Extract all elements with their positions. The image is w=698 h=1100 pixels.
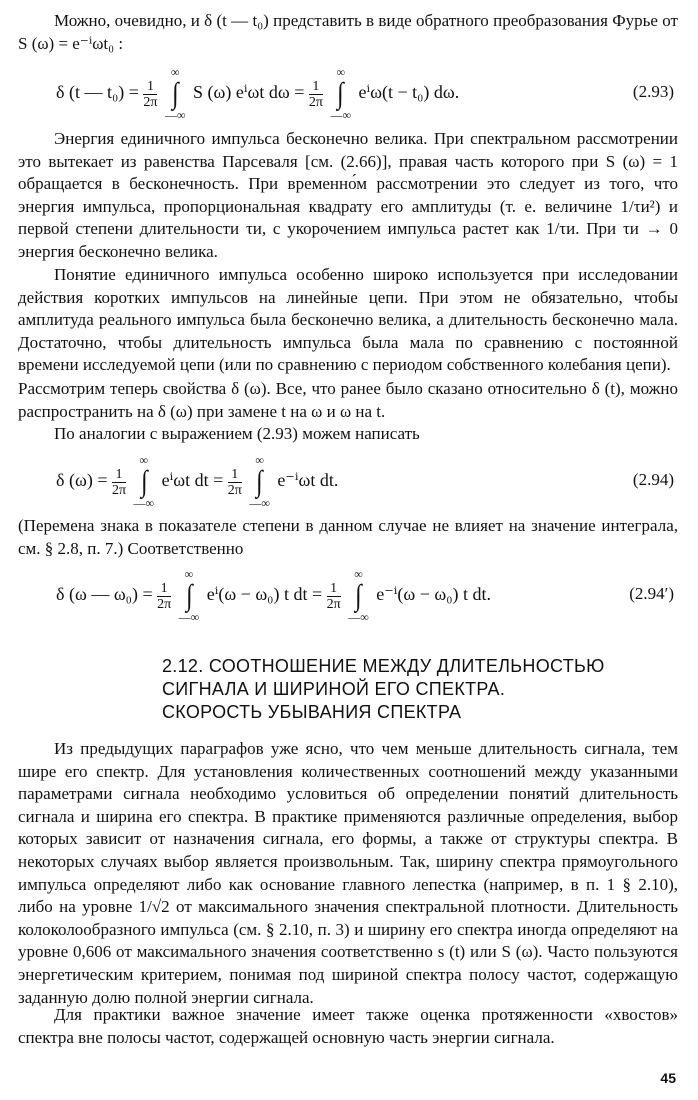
equation-number: (2.93) [632, 82, 674, 101]
paragraph-delta-omega: Рассмотрим теперь свойства δ (ω). Все, что ранее было сказано относительно δ (t), можно распространить на δ (ω) при замене t на ω и ω на t. [18, 379, 678, 421]
integral-sign: ∞ ∫ —∞ [348, 567, 369, 624]
eq-lhs: δ (t — t₀) = [56, 82, 139, 103]
fraction: $\frac{1}{2\pi}$ [308, 78, 323, 110]
integral-sign: ∞ ∫ —∞ [133, 453, 155, 510]
integral-sign: ∞ ∫ —∞ [249, 453, 270, 510]
fraction: $\frac{1}{2\pi}$ [157, 580, 172, 612]
eq-integrand: eⁱ(ω − ω₀) t dt = [206, 584, 323, 605]
integral-sign: ∞ ∫ —∞ [164, 65, 186, 122]
fraction: $\frac{1}{2\pi}$ [143, 78, 158, 110]
eq-lhs: δ (ω) = [56, 470, 108, 491]
eq-lhs: δ (ω — ω₀) = [56, 584, 153, 605]
paragraph-duration-width: Из предыдущих параграфов уже ясно, что чем меньше длительность сигнала, тем шире его спектр. Для установления количественных соотношений между указанными параметрами сигнала необходимо условиться об определении понятий длительность сигнала и ширина его спектра. В практике применяются различные определения, выбор которых зависит от назначения сигнала, его формы, а также от структуры спектра. В некоторых случаях выбор является произвольным. Так, ширину спектра прямоугольного импульса определяют либо как основание главного лепестка (например, в п. 1 § 2.10), либо на уровне 1/√2 от максимального значения спектральной плотности. Длительность колоколообразного импульса (см. § 2.10, п. 3) и ширину его спектра иногда определяют на уровне 0,606 от максимального значения соответственно s (t) или S (ω). Часто пользуются энергетическим критерием, понимая под шириной спектра полосу частот, содержащую заданную долю полной энергии сигнала. [18, 739, 678, 1007]
section-heading-line: СИГНАЛА И ШИРИНОЙ ЕГО СПЕКТРА. [162, 679, 506, 699]
page-number: 45 [660, 1070, 676, 1086]
paragraph-unit-impulse: Понятие единичного импульса особенно широко используется при исследовании действия коротких импульсов на линейные цепи. При этом не обязательно, чтобы амплитуда реального импульса была бесконечно велика, а длительность бесконечно мала. Достаточно, чтобы длительность импульса была мала по сравнению с постоянной времени исследуемой цепи (или по сравнению с периодом собственного колебания цепи). [18, 265, 678, 375]
section-heading-line: 2.12. СООТНОШЕНИЕ МЕЖДУ ДЛИТЕЛЬНОСТЬЮ [162, 656, 605, 676]
section-heading-line: СКОРОСТЬ УБЫВАНИЯ СПЕКТРА [162, 702, 462, 722]
integral-sign: ∞ ∫ —∞ [178, 567, 200, 624]
paragraph-intro: Можно, очевидно, и δ (t — t₀) представить в виде обратного преобразования Фурье от S (ω) = e⁻ⁱωt₀ : [18, 11, 678, 53]
section-heading [162, 655, 682, 724]
fraction: $\frac{1}{2\pi}$ [111, 466, 127, 498]
equation-2-94-prime [18, 562, 678, 624]
fraction: $\frac{1}{2\pi}$ [227, 466, 242, 498]
equation-2-93 [18, 60, 678, 122]
eq-integrand: e⁻ⁱ(ω − ω₀) t dt. [376, 584, 491, 605]
paragraph-sign-change: (Перемена знака в показателе степени в данном случае не влияет на значение интеграла, см. § 2.8, п. 7.) Соответственно [18, 516, 678, 558]
eq-integrand: e⁻ⁱωt dt. [277, 470, 339, 491]
integral-sign: ∞ ∫ —∞ [330, 65, 351, 122]
eq-integrand: eⁱω(t − t₀) dω. [358, 82, 460, 103]
eq-integrand: eⁱωt dt = [161, 470, 224, 491]
paragraph-analogy: По аналогии с выражением (2.93) можем написать [54, 424, 420, 443]
equation-number: (2.94′) [629, 584, 674, 603]
eq-integrand: S (ω) eⁱωt dω = [193, 82, 305, 103]
paragraph-tails: Для практики важное значение имеет также оценка протяженности «хвостов» спектра вне полосы частот, содержащей основную часть энергии сигнала. [18, 1005, 678, 1047]
equation-2-94 [18, 448, 678, 510]
fraction: $\frac{1}{2\pi}$ [326, 580, 341, 612]
equation-number: (2.94) [632, 470, 674, 489]
paragraph-energy: Энергия единичного импульса бесконечно велика. При спектральном рассмотрении это вытекает из равенства Парсеваля [см. (2.66)], правая часть которого при S (ω) = 1 обращается в бесконечность. При временно́м рассмотрении это следует из того, что энергия импульса, пропорциональная квадрату его амплитуды (т. е. величине 1/τи²) и первой степени длительности τи, с укорочением импульса растет как 1/τи. При τи → 0 энергия бесконечно велика. [18, 129, 678, 261]
